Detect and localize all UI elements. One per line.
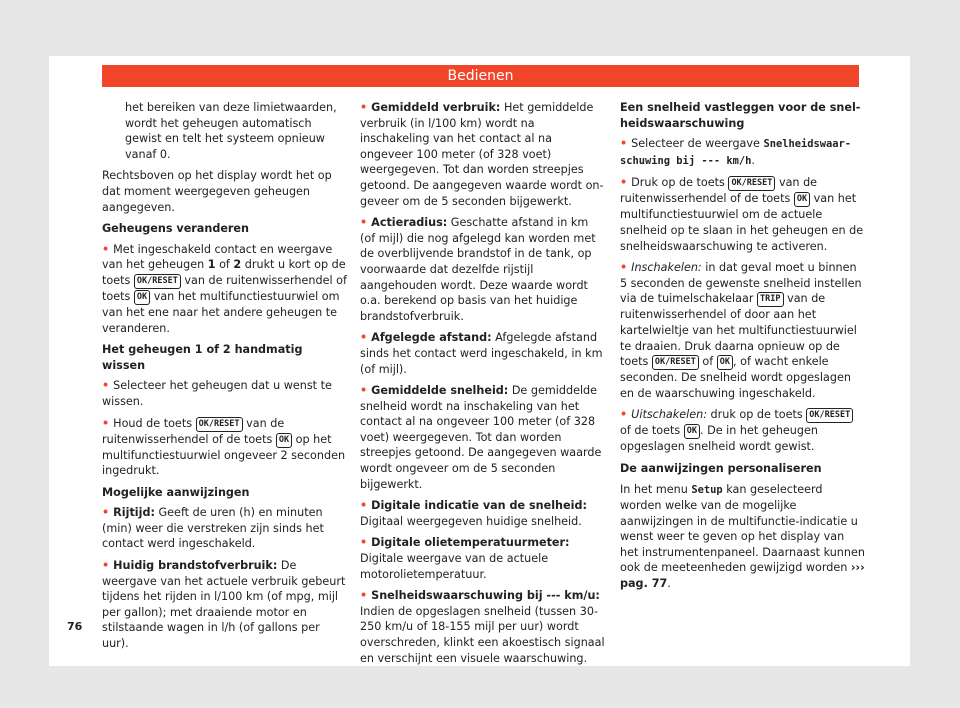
bullet-icon: • (620, 261, 628, 275)
list-item: • Met ingeschakeld contact en weergave van het geheugen 1 of 2 drukt u kort op de toets OK/RESET van de ruitenwisserhendel of toets OK van het multifunctiestuurwiel om van het ene naar het andere geheugen te veranderen. (102, 242, 347, 335)
list-item: • Houd de toets OK/RESET van de ruitenwisserhendel of de toets OK op het multifunctiestuurwiel ongeveer 2 seconden ingedrukt. (102, 416, 346, 478)
bullet-icon: • (620, 137, 628, 151)
bullet-icon: • (102, 559, 110, 573)
bullet-icon: • (620, 408, 628, 422)
heading-set-speed: Een snelheid vastleggen voor de snelheidswaarschuwing (620, 101, 861, 130)
heading-personalize: De aanwijzingen personaliseren (620, 461, 822, 475)
list-item: • Gemiddelde snelheid: De gemiddelde snelheid wordt na inschakeling van het contact al na ongeveer 100 meter (of 328 voet) weergegeven. Tot dan worden streepjes getoond. De aangegeven waarde wordt ongeveer om de 5 seconden bijgewerkt. (360, 384, 602, 491)
ok-reset-key-icon: OK/RESET (134, 274, 181, 289)
list-item: • Digitale olietemperatuurmeter: Digitale weergave van de actuele motorolietemperatuur. (360, 536, 570, 581)
ok-key-icon: OK (794, 192, 810, 207)
bullet-icon: • (360, 101, 368, 114)
list-item: • Snelheidswaarschuwing bij --- km/u: Indien de opgeslagen snelheid (tussen 30-250 km/u of 18-155 mijl per uur) wordt overschreden, klinkt een akoestisch signaal en verschijnt een visuele waarschuwing. (360, 589, 605, 665)
list-item: • Huidig brandstofverbruik: De weergave van het actuele verbruik gebeurt tijdens het rijden in l/100 km (of mpg, mijl per gallon); met draaiende motor en stilstaande wagen in l/h (of gallons per uur). (102, 559, 346, 651)
ok-reset-key-icon: OK/RESET (196, 417, 243, 432)
list-item: • Actieradius: Geschatte afstand in km (of mijl) die nog afgelegd kan worden met de overblijvende brandstof in de tank, op voorwaarde dat dezelfde rijstijl aangehouden wordt. Deze waarde wordt o.a. berekend op basis van het huidige brandstofverbruik. (360, 216, 596, 323)
heading-change-memory: Geheugens veranderen (102, 222, 249, 236)
bullet-icon: • (102, 242, 110, 256)
paragraph-display-memory: Rechtsboven op het display wordt het op dat moment weergegeven geheugen aangegeven. (102, 169, 332, 214)
list-item: • Druk op de toets OK/RESET van de ruitenwisserhendel of de toets OK van het multifunctiestuurwiel om de actuele snelheid op te slaan in het geheugen en de snelheidswaarschuwing te activeren. (620, 176, 864, 253)
list-item: • Gemiddeld verbruik: Het gemiddelde verbruik (in l/100 km) wordt na inschakeling van het contact al na ongeveer 100 meter (of 328 voet) weergegeven. Tot dan worden streepjes getoond. De aangegeven waarde wordt ongeveer om de 5 seconden bijgewerkt. (360, 101, 604, 208)
ok-reset-key-icon: OK/RESET (728, 176, 775, 191)
bullet-icon: • (102, 416, 110, 430)
section-header: Bedienen (102, 65, 859, 87)
list-item: • Afgelegde afstand: Afgelegde afstand sinds het contact werd ingeschakeld, in km (of mijl). (360, 331, 603, 376)
bullet-icon: • (360, 331, 368, 345)
bullet-icon: • (360, 216, 368, 230)
paragraph-continued: het bereiken van deze limietwaarden, wordt het geheugen automatisch gewist en telt het systeem opnieuw vanaf 0. (125, 101, 337, 161)
paragraph-setup-menu: In het menu Setup kan geselecteerd worden welke van de mogelijke aanwijzingen in de multifunctie-indicatie u wenst weer te geven op het display van het instrumentenpaneel. Daarnaast kunnen ook de meeteenheden gewijzigd worden ››› pag. 77. (620, 482, 865, 591)
page-reference-link[interactable]: ››› pag. 77 (620, 561, 865, 591)
ok-key-icon: OK (276, 433, 292, 448)
column-2 (360, 100, 605, 672)
list-item: • Rijtijd: Geeft de uren (h) en minuten (min) weer die verstreken zijn sinds het contact werd ingeschakeld. (102, 506, 324, 551)
list-item: • Inschakelen: in dat geval moet u binnen 5 seconden de gewenste snelheid instellen via de tuimelschakelaar TRIP van de ruitenwisserhendel of door aan het kartelwieltje van het multifunctiestuurwiel te draaien. Druk daarna opnieuw op de toets OK/RESET of OK , of wacht enkele seconden. De snelheid wordt opgeslagen en de waarschuwing ingeschakeld. (620, 261, 862, 400)
heading-clear-memory: Het geheugen 1 of 2 handmatig wissen (102, 343, 303, 372)
bullet-icon: • (620, 176, 628, 190)
list-item: • Selecteer het geheugen dat u wenst te wissen. (102, 379, 332, 408)
bullet-icon: • (102, 379, 110, 393)
list-item: • Digitale indicatie van de snelheid: Digitaal weergegeven huidige snelheid. (360, 499, 587, 528)
list-item: • Uitschakelen: druk op de toets OK/RESET of de toets OK . De in het geheugen opgeslagen snelheid wordt gewist. (620, 407, 865, 455)
column-3 (620, 100, 865, 598)
ok-key-icon: OK (134, 290, 150, 305)
page-number: 76 (67, 620, 83, 633)
trip-key-icon: TRIP (757, 292, 783, 307)
bullet-icon: • (360, 384, 368, 398)
ok-reset-key-icon: OK/RESET (652, 355, 699, 370)
ok-key-icon: OK (717, 355, 733, 370)
list-item: • Selecteer de weergave Snelheidswaarschuwing bij --- km/h. (620, 137, 852, 167)
column-1 (102, 100, 347, 658)
bullet-icon: • (102, 506, 110, 520)
bullet-icon: • (360, 536, 368, 550)
ok-reset-key-icon: OK/RESET (806, 408, 853, 423)
ok-key-icon: OK (684, 424, 700, 439)
heading-possible-indications: Mogelijke aanwijzingen (102, 485, 250, 499)
bullet-icon: • (360, 589, 368, 603)
bullet-icon: • (360, 499, 368, 513)
